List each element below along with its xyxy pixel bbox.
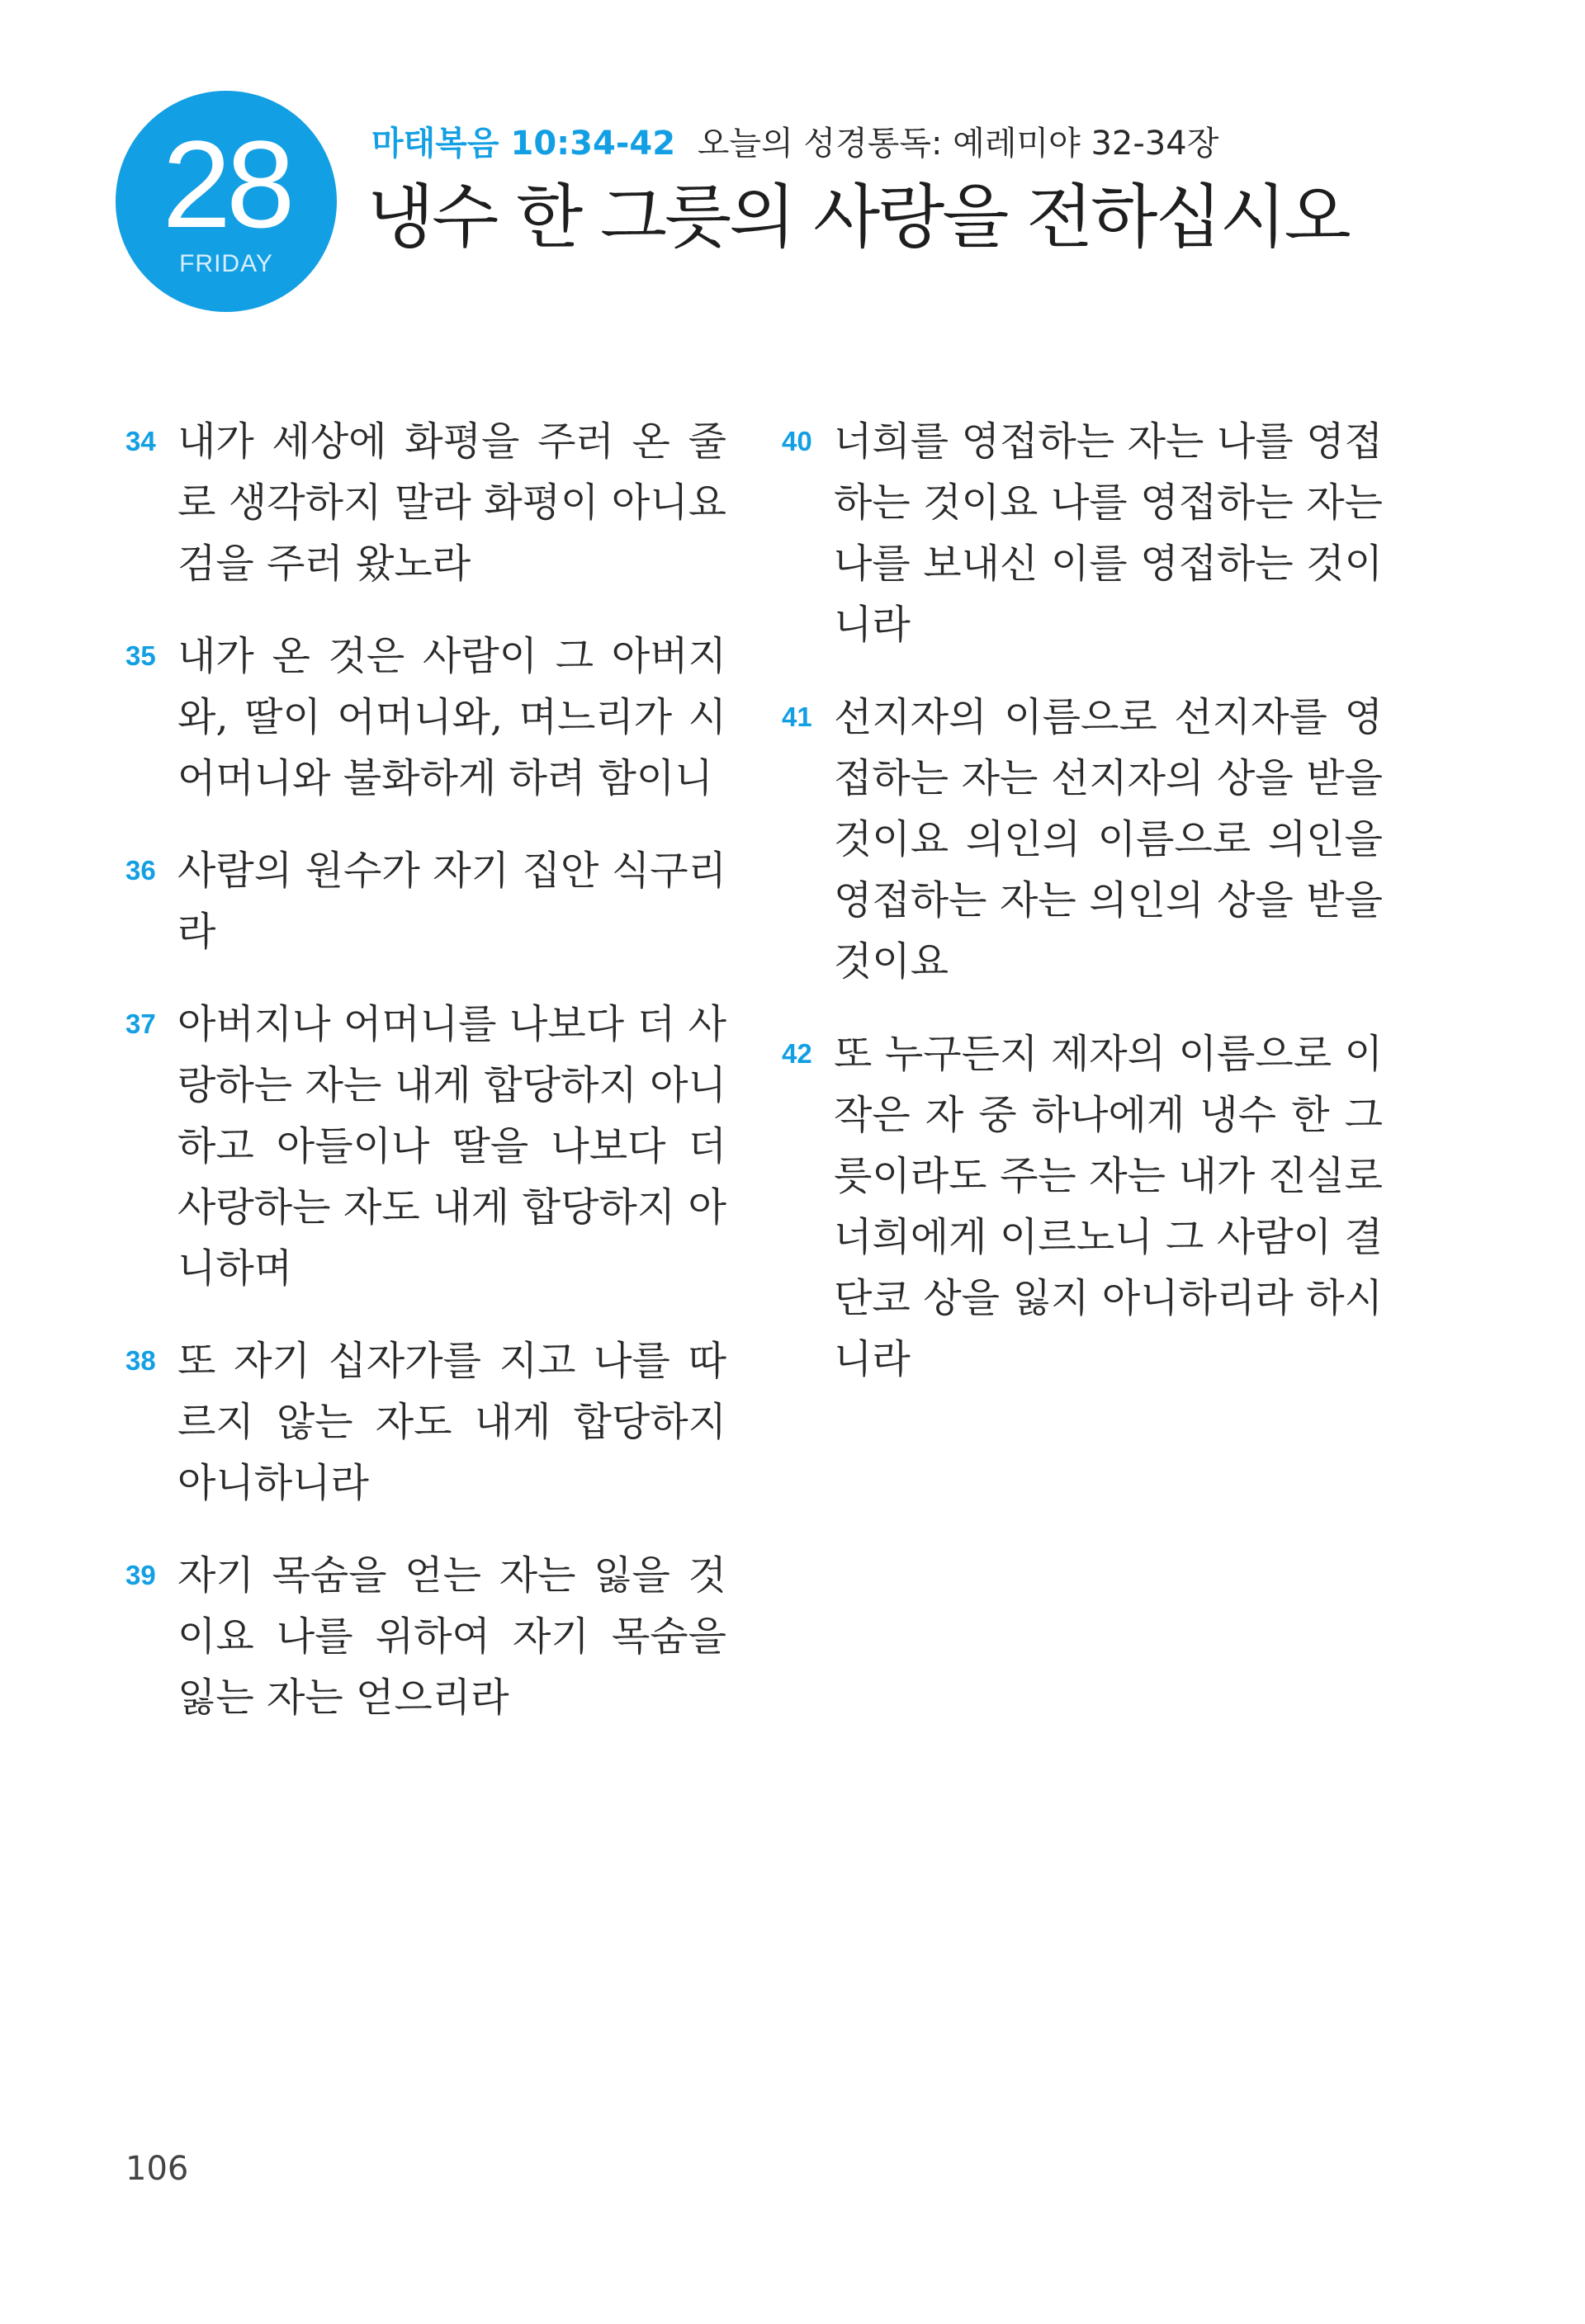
verse-39 (124, 1545, 726, 1728)
verse-number: 36 (125, 855, 156, 886)
verse-41 (780, 687, 1383, 992)
page-title: 냉수 한 그릇의 사랑을 전하십시오 (367, 177, 1349, 257)
verse-37 (124, 994, 726, 1299)
verse-column-left (124, 411, 726, 1760)
verse-number: 38 (125, 1345, 156, 1376)
verse-38 (124, 1330, 726, 1514)
daily-reading: 오늘의 성경통독: 예레미야 32-34장 (697, 125, 1219, 163)
page-number: 106 (125, 2150, 189, 2188)
verse-number: 37 (125, 1008, 156, 1039)
verse-number: 42 (782, 1038, 812, 1069)
day-number: 28 (162, 115, 291, 253)
verse-text: 또 자기 십자가를 지고 나를 따르지 않는 자도 내게 합당하지 아니하니라 (177, 1338, 726, 1506)
verse-text: 자기 목숨을 얻는 자는 잃을 것이요 나를 위하여 자기 목숨을 잃는 자는 얻으리라 (177, 1552, 726, 1721)
verse-number: 34 (125, 426, 156, 456)
verse-text: 너희를 영접하는 자는 나를 영접하는 것이요 나를 영접하는 자는 나를 보내신 이를 영접하는 것이니라 (834, 418, 1383, 648)
verse-number: 39 (125, 1560, 156, 1590)
day-name: FRIDAY (179, 250, 273, 277)
verse-text: 아버지나 어머니를 나보다 더 사랑하는 자는 내게 합당하지 아니하고 아들이나 딸을 나보다 더 사랑하는 자도 내게 합당하지 아니하며 (177, 1001, 726, 1292)
verse-36 (124, 840, 726, 962)
verse-number: 40 (782, 426, 812, 456)
verse-40 (780, 411, 1383, 655)
day-badge (116, 91, 337, 312)
verse-number: 35 (125, 640, 156, 671)
scripture-reference (371, 124, 1218, 163)
verse-42 (780, 1023, 1383, 1390)
verse-text: 내가 세상에 화평을 주러 온 줄로 생각하지 말라 화평이 아니요 검을 주러 왔노라 (177, 418, 726, 587)
verse-text: 내가 온 것은 사람이 그 아버지와, 딸이 어머니와, 며느리가 시어머니와 불화하게 하려 함이니 (177, 633, 726, 801)
verse-text: 선지자의 이름으로 선지자를 영접하는 자는 선지자의 상을 받을 것이요 의인의 이름으로 의인을 영접하는 자는 의인의 상을 받을 것이요 (834, 694, 1383, 985)
verse-number: 41 (782, 701, 812, 732)
verse-35 (124, 626, 726, 809)
verse-column-right (780, 411, 1383, 1421)
verse-text: 또 누구든지 제자의 이름으로 이 작은 자 중 하나에게 냉수 한 그릇이라도 주는 자는 내가 진실로 너희에게 이르노니 그 사람이 결단코 상을 잃지 아니하리라 하시니라 (834, 1031, 1383, 1382)
passage-reference: 마태복음 10:34-42 (371, 125, 676, 163)
verse-text: 사람의 원수가 자기 집안 식구리라 (177, 848, 726, 955)
verse-34 (124, 411, 726, 594)
